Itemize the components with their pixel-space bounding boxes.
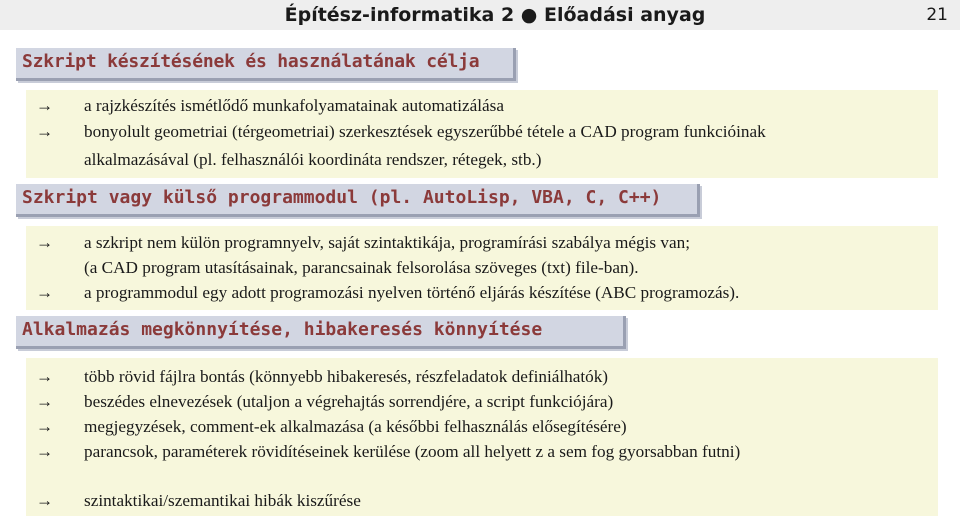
arrow-bullet-icon: →: [36, 392, 54, 411]
arrow-bullet-icon: →: [36, 233, 54, 252]
list-item: a szkript nem külön programnyelv, saját szintaktikája, programírási szabálya mégis van;: [84, 233, 690, 252]
page-title: Építész-informatika 2 ● Előadási anyag: [284, 4, 706, 26]
arrow-bullet-icon: →: [36, 367, 54, 386]
arrow-bullet-icon: →: [36, 442, 54, 461]
list-item: parancsok, paraméterek rövidítéseinek kerülése (zoom all helyett z a sem fog gyorsabban futni): [84, 442, 741, 461]
list-item: a programmodul egy adott programozási nyelven történő eljárás készítése (ABC programozás).: [84, 283, 740, 302]
list-item-continuation: alkalmazásával (pl. felhasználói koordináta rendszer, rétegek, stb.): [84, 150, 542, 169]
section-heading-script-vs-module: Szkript vagy külső programmodul (pl. AutoLisp, VBA, C, C++): [16, 184, 700, 217]
arrow-bullet-icon: →: [36, 283, 54, 302]
list-item: beszédes elnevezések (utaljon a végrehajtás sorrendjére, a script funkciójára): [84, 392, 614, 411]
list-item: több rövid fájlra bontás (könnyebb hibakeresés, részfeladatok definiálhatók): [84, 367, 609, 386]
arrow-bullet-icon: →: [36, 96, 54, 115]
arrow-bullet-icon: →: [36, 491, 54, 510]
list-item-continuation: (a CAD program utasításainak, parancsainak felsorolása szöveges (txt) file-ban).: [84, 258, 639, 277]
list-item: szintaktikai/szemantikai hibák kiszűrése: [84, 491, 361, 510]
list-item: a rajzkészítés ismétlődő munkafolyamatainak automatizálása: [84, 96, 504, 115]
section-heading-ease-of-use: Alkalmazás megkönnyítése, hibakeresés könnyítése: [16, 316, 626, 349]
list-item: megjegyzések, comment-ek alkalmazása (a későbbi felhasználás elősegítésére): [84, 417, 627, 436]
page-number: 21: [926, 5, 948, 25]
arrow-bullet-icon: →: [36, 122, 54, 141]
list-item: bonyolult geometriai (térgeometriai) szerkesztések egyszerűbbé tétele a CAD program funkcióinak: [84, 122, 766, 141]
section-heading-purpose: Szkript készítésének és használatának célja: [16, 48, 516, 81]
arrow-bullet-icon: →: [36, 417, 54, 436]
